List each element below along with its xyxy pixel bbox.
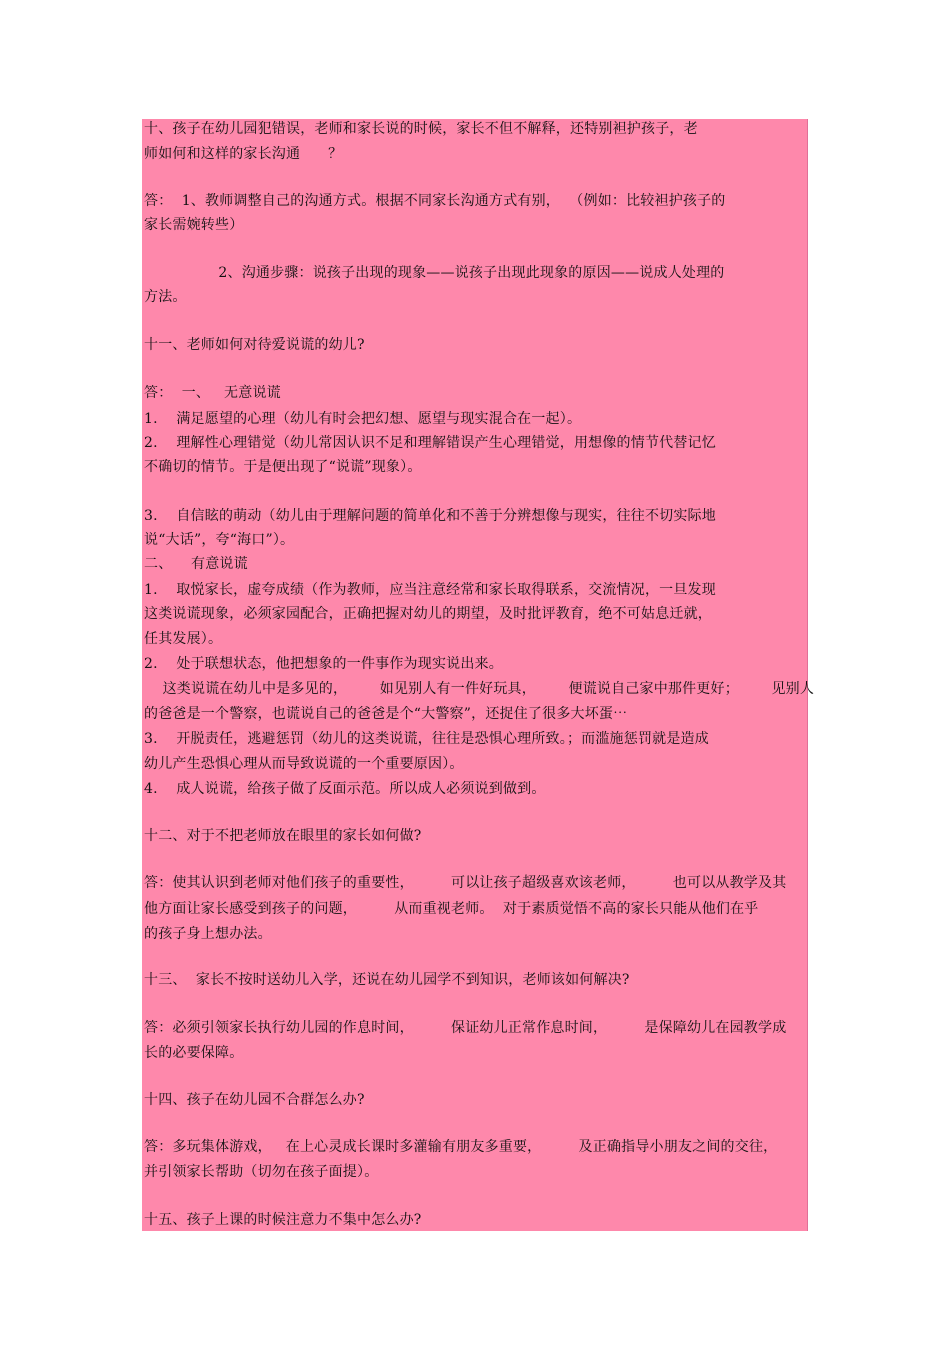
- answer-14-line-1: 答：多玩集体游戏， 在上心灵成长课时多灌输有朋友多重要， 及正确指导小朋友之间的交往，: [144, 1139, 778, 1155]
- answer-11-item-1: 1. 满足愿望的心理（幼儿有时会把幻想、愿望与现实混合在一起）。: [144, 411, 582, 427]
- question-12: 十二、对于不把老师放在眼里的家长如何做?: [144, 828, 422, 844]
- answer-11-item-b1-line-3: 任其发展）。: [144, 631, 223, 647]
- answer-11-heading-2: 二、 有意说谎: [144, 556, 248, 572]
- answer-11-item-b1-line-1: 1. 取悦家长，虚夸成绩（作为教师，应当注意经常和家长取得联系，交流情况，一旦发现: [144, 582, 716, 598]
- answer-13-line-2: 长的必要保障。: [144, 1045, 244, 1061]
- document-background: [142, 119, 808, 1231]
- answer-11-item-2-line-1: 2. 理解性心理错觉（幼儿常因认识不足和理解错误产生心理错觉，用想像的情节代替记忆: [144, 435, 716, 451]
- answer-10-line-2: 家长需婉转些）: [144, 217, 244, 233]
- question-10-line-2: 师如何和这样的家长沟通 ？: [144, 146, 343, 162]
- answer-11-item-b2: 2. 处于联想状态，他把想象的一件事作为现实说出来。: [144, 656, 503, 672]
- answer-11-item-b1-line-2: 这类说谎现象，必须家园配合，正确把握对幼儿的期望，及时批评教育，绝不可姑息迁就，: [144, 606, 712, 622]
- answer-11-item-b2-detail-2: 的爸爸是一个警察，也谎说自己的爸爸是个“大警察”，还捉住了很多大坏蛋⋯: [144, 706, 628, 722]
- question-14: 十四、孩子在幼儿园不合群怎么办?: [144, 1092, 365, 1108]
- answer-11-item-b3-line-1: 3. 开脱责任，逃避惩罚（幼儿的这类说谎，往往是恐惧心理所致。；而滥施惩罚就是造成: [144, 731, 709, 747]
- answer-11-item-b3-line-2: 幼儿产生恐惧心理从而导致说谎的一个重要原因）。: [144, 756, 464, 772]
- answer-11-item-3-line-2: 说“大话”，夸“海口”）。: [144, 532, 295, 548]
- question-11: 十一、老师如何对待爱说谎的幼儿?: [144, 337, 365, 353]
- answer-10-line-4: 方法。: [144, 289, 187, 305]
- answer-14-line-2: 并引领家长帮助（切勿在孩子面提）。: [144, 1164, 379, 1180]
- answer-10-line-3: 2、沟通步骤：说孩子出现的现象——说孩子出现此现象的原因——说成人处理的: [144, 265, 725, 281]
- answer-12-line-3: 的孩子身上想办法。: [144, 926, 272, 942]
- answer-10-line-1: 答： 1、教师调整自己的沟通方式。根据不同家长沟通方式有别， （例如：比较袒护孩子的: [144, 193, 726, 209]
- question-15: 十五、孩子上课的时候注意力不集中怎么办?: [144, 1212, 422, 1228]
- answer-12-line-1: 答：使其认识到老师对他们孩子的重要性， 可以让孩子超级喜欢该老师， 也可以从教学及其: [144, 875, 787, 891]
- answer-11-item-3-line-1: 3. 自信眩的萌动（幼儿由于理解问题的简单化和不善于分辨想像与现实，往往不切实际地: [144, 508, 716, 524]
- answer-11-item-b4: 4. 成人说谎，给孩子做了反面示范。所以成人必须说到做到。: [144, 781, 546, 797]
- answer-11-item-2-line-2: 不确切的情节。于是便出现了“说谎”现象）。: [144, 459, 422, 475]
- answer-13-line-1: 答：必须引领家长执行幼儿园的作息时间， 保证幼儿正常作息时间， 是保障幼儿在园教学成: [144, 1020, 787, 1036]
- question-13: 十三、 家长不按时送幼儿入学，还说在幼儿园学不到知识，老师该如何解决?: [144, 972, 630, 988]
- answer-12-line-2: 他方面让家长感受到孩子的问题， 从而重视老师。 对于素质觉悟不高的家长只能从他们在乎: [144, 901, 759, 917]
- question-10-line-1: 十、孩子在幼儿园犯错误，老师和家长说的时候，家长不但不解释，还特别袒护孩子，老: [144, 121, 698, 137]
- answer-11-heading-1: 答： 一、 无意说谎: [144, 385, 281, 401]
- answer-11-item-b2-detail-1: 这类说谎在幼儿中是多见的， 如见别人有一件好玩具， 便谎说自己家中那件更好； 见别人: [144, 681, 815, 697]
